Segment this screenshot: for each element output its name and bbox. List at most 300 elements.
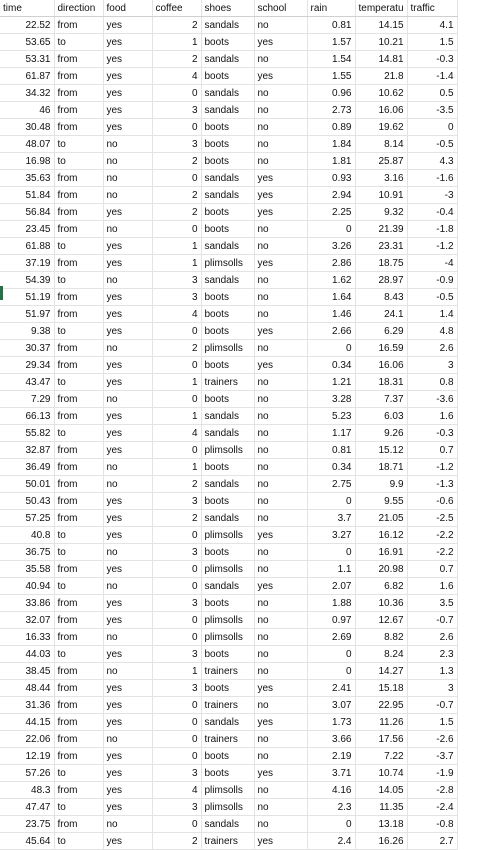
cell-direction[interactable]: from (54, 391, 103, 408)
cell-rain[interactable]: 0 (307, 816, 355, 833)
cell-shoes[interactable]: sandals (201, 408, 254, 425)
cell-time[interactable]: 43.47 (0, 374, 54, 391)
cell-time[interactable]: 7.29 (0, 391, 54, 408)
cell-food[interactable]: yes (103, 765, 152, 782)
cell-direction[interactable]: from (54, 408, 103, 425)
cell-food[interactable]: no (103, 476, 152, 493)
cell-temperature[interactable]: 10.62 (355, 85, 407, 102)
cell-time[interactable]: 50.01 (0, 476, 54, 493)
cell-shoes[interactable]: boots (201, 136, 254, 153)
cell-food[interactable]: yes (103, 527, 152, 544)
cell-temperature[interactable]: 10.74 (355, 765, 407, 782)
cell-temperature[interactable]: 15.12 (355, 442, 407, 459)
cell-rain[interactable]: 2.86 (307, 255, 355, 272)
cell-traffic[interactable]: -3.5 (407, 102, 457, 119)
cell-food[interactable]: yes (103, 680, 152, 697)
cell-coffee[interactable]: 2 (152, 51, 201, 68)
cell-temperature[interactable]: 22.95 (355, 697, 407, 714)
cell-time[interactable]: 16.33 (0, 629, 54, 646)
cell-temperature[interactable]: 8.43 (355, 289, 407, 306)
cell-coffee[interactable]: 0 (152, 612, 201, 629)
cell-rain[interactable]: 1.17 (307, 425, 355, 442)
cell-rain[interactable]: 1.57 (307, 34, 355, 51)
cell-food[interactable]: yes (103, 85, 152, 102)
cell-traffic[interactable]: 2.6 (407, 629, 457, 646)
cell-school[interactable]: yes (254, 34, 307, 51)
cell-coffee[interactable]: 1 (152, 663, 201, 680)
cell-traffic[interactable]: -0.7 (407, 612, 457, 629)
cell-time[interactable]: 53.31 (0, 51, 54, 68)
cell-traffic[interactable]: 1.3 (407, 663, 457, 680)
cell-coffee[interactable]: 1 (152, 238, 201, 255)
cell-temperature[interactable]: 9.9 (355, 476, 407, 493)
cell-direction[interactable]: from (54, 748, 103, 765)
cell-shoes[interactable]: plimsolls (201, 799, 254, 816)
cell-time[interactable]: 61.88 (0, 238, 54, 255)
cell-shoes[interactable]: sandals (201, 187, 254, 204)
cell-coffee[interactable]: 0 (152, 442, 201, 459)
cell-food[interactable]: no (103, 153, 152, 170)
cell-coffee[interactable]: 1 (152, 459, 201, 476)
cell-traffic[interactable]: -1.3 (407, 476, 457, 493)
cell-school[interactable]: no (254, 272, 307, 289)
cell-traffic[interactable]: -2.2 (407, 527, 457, 544)
cell-shoes[interactable]: trainers (201, 663, 254, 680)
cell-rain[interactable]: 1.81 (307, 153, 355, 170)
cell-rain[interactable]: 0.89 (307, 119, 355, 136)
cell-school[interactable]: no (254, 408, 307, 425)
cell-coffee[interactable]: 0 (152, 85, 201, 102)
cell-school[interactable]: yes (254, 680, 307, 697)
cell-shoes[interactable]: boots (201, 306, 254, 323)
cell-school[interactable]: no (254, 816, 307, 833)
cell-shoes[interactable]: boots (201, 748, 254, 765)
cell-traffic[interactable]: -1.2 (407, 459, 457, 476)
cell-time[interactable]: 66.13 (0, 408, 54, 425)
cell-food[interactable]: yes (103, 748, 152, 765)
cell-coffee[interactable]: 0 (152, 748, 201, 765)
cell-food[interactable]: no (103, 391, 152, 408)
cell-coffee[interactable]: 4 (152, 306, 201, 323)
cell-shoes[interactable]: boots (201, 34, 254, 51)
cell-rain[interactable]: 4.16 (307, 782, 355, 799)
cell-time[interactable]: 31.36 (0, 697, 54, 714)
cell-food[interactable]: yes (103, 289, 152, 306)
cell-direction[interactable]: to (54, 374, 103, 391)
cell-school[interactable]: no (254, 612, 307, 629)
cell-traffic[interactable]: -1.8 (407, 221, 457, 238)
cell-coffee[interactable]: 3 (152, 680, 201, 697)
cell-school[interactable]: yes (254, 170, 307, 187)
cell-time[interactable]: 48.3 (0, 782, 54, 799)
cell-food[interactable]: no (103, 663, 152, 680)
cell-shoes[interactable]: plimsolls (201, 527, 254, 544)
cell-food[interactable]: yes (103, 595, 152, 612)
cell-coffee[interactable]: 1 (152, 255, 201, 272)
cell-temperature[interactable]: 14.27 (355, 663, 407, 680)
cell-school[interactable]: no (254, 238, 307, 255)
cell-time[interactable]: 51.97 (0, 306, 54, 323)
cell-shoes[interactable]: sandals (201, 510, 254, 527)
cell-rain[interactable]: 3.28 (307, 391, 355, 408)
cell-traffic[interactable]: 0.7 (407, 561, 457, 578)
cell-coffee[interactable]: 3 (152, 765, 201, 782)
cell-shoes[interactable]: trainers (201, 374, 254, 391)
cell-temperature[interactable]: 16.06 (355, 357, 407, 374)
cell-temperature[interactable]: 21.05 (355, 510, 407, 527)
cell-food[interactable]: yes (103, 442, 152, 459)
cell-shoes[interactable]: plimsolls (201, 561, 254, 578)
cell-coffee[interactable]: 3 (152, 799, 201, 816)
cell-coffee[interactable]: 3 (152, 102, 201, 119)
cell-shoes[interactable]: trainers (201, 731, 254, 748)
cell-rain[interactable]: 3.7 (307, 510, 355, 527)
cell-direction[interactable]: to (54, 833, 103, 850)
cell-food[interactable]: yes (103, 51, 152, 68)
cell-shoes[interactable]: boots (201, 680, 254, 697)
cell-direction[interactable]: from (54, 680, 103, 697)
cell-school[interactable]: no (254, 102, 307, 119)
cell-direction[interactable]: from (54, 221, 103, 238)
cell-food[interactable]: no (103, 544, 152, 561)
cell-rain[interactable]: 2.41 (307, 680, 355, 697)
cell-food[interactable]: yes (103, 646, 152, 663)
cell-direction[interactable]: from (54, 510, 103, 527)
cell-time[interactable]: 29.34 (0, 357, 54, 374)
cell-time[interactable]: 51.19 (0, 289, 54, 306)
cell-time[interactable]: 37.19 (0, 255, 54, 272)
cell-temperature[interactable]: 6.03 (355, 408, 407, 425)
cell-coffee[interactable]: 1 (152, 34, 201, 51)
cell-traffic[interactable]: -0.9 (407, 272, 457, 289)
cell-school[interactable]: no (254, 476, 307, 493)
cell-coffee[interactable]: 2 (152, 153, 201, 170)
cell-shoes[interactable]: plimsolls (201, 782, 254, 799)
cell-food[interactable]: no (103, 272, 152, 289)
cell-food[interactable]: yes (103, 357, 152, 374)
cell-time[interactable]: 56.84 (0, 204, 54, 221)
cell-traffic[interactable]: 3 (407, 680, 457, 697)
cell-time[interactable]: 12.19 (0, 748, 54, 765)
cell-food[interactable]: yes (103, 204, 152, 221)
cell-traffic[interactable]: -4 (407, 255, 457, 272)
cell-time[interactable]: 23.45 (0, 221, 54, 238)
cell-rain[interactable]: 2.07 (307, 578, 355, 595)
cell-traffic[interactable]: 4.8 (407, 323, 457, 340)
cell-school[interactable]: yes (254, 714, 307, 731)
cell-direction[interactable]: from (54, 289, 103, 306)
cell-shoes[interactable]: boots (201, 221, 254, 238)
cell-shoes[interactable]: plimsolls (201, 442, 254, 459)
cell-school[interactable]: no (254, 731, 307, 748)
cell-shoes[interactable]: sandals (201, 102, 254, 119)
cell-food[interactable]: no (103, 170, 152, 187)
cell-time[interactable]: 36.49 (0, 459, 54, 476)
cell-direction[interactable]: from (54, 663, 103, 680)
cell-food[interactable]: no (103, 221, 152, 238)
cell-school[interactable]: yes (254, 357, 307, 374)
cell-food[interactable]: no (103, 816, 152, 833)
cell-time[interactable]: 44.15 (0, 714, 54, 731)
cell-direction[interactable]: to (54, 765, 103, 782)
cell-direction[interactable]: to (54, 527, 103, 544)
cell-coffee[interactable]: 2 (152, 204, 201, 221)
cell-rain[interactable]: 0 (307, 544, 355, 561)
cell-shoes[interactable]: sandals (201, 714, 254, 731)
cell-traffic[interactable]: 4.3 (407, 153, 457, 170)
cell-shoes[interactable]: boots (201, 119, 254, 136)
cell-temperature[interactable]: 12.67 (355, 612, 407, 629)
cell-rain[interactable]: 0.81 (307, 17, 355, 34)
cell-temperature[interactable]: 10.36 (355, 595, 407, 612)
cell-traffic[interactable]: 1.5 (407, 714, 457, 731)
cell-direction[interactable]: from (54, 357, 103, 374)
cell-rain[interactable]: 0.97 (307, 612, 355, 629)
cell-rain[interactable]: 0 (307, 221, 355, 238)
cell-time[interactable]: 48.44 (0, 680, 54, 697)
cell-direction[interactable]: to (54, 238, 103, 255)
cell-rain[interactable]: 1.55 (307, 68, 355, 85)
cell-school[interactable]: no (254, 748, 307, 765)
cell-school[interactable]: no (254, 493, 307, 510)
cell-coffee[interactable]: 0 (152, 578, 201, 595)
cell-direction[interactable]: to (54, 323, 103, 340)
cell-temperature[interactable]: 8.24 (355, 646, 407, 663)
cell-temperature[interactable]: 10.21 (355, 34, 407, 51)
cell-shoes[interactable]: boots (201, 289, 254, 306)
cell-temperature[interactable]: 7.37 (355, 391, 407, 408)
cell-shoes[interactable]: boots (201, 765, 254, 782)
cell-food[interactable]: yes (103, 714, 152, 731)
cell-school[interactable]: no (254, 340, 307, 357)
cell-direction[interactable]: to (54, 578, 103, 595)
cell-school[interactable]: no (254, 221, 307, 238)
cell-direction[interactable]: from (54, 595, 103, 612)
cell-temperature[interactable]: 15.18 (355, 680, 407, 697)
cell-temperature[interactable]: 6.82 (355, 578, 407, 595)
cell-traffic[interactable]: -0.8 (407, 816, 457, 833)
cell-shoes[interactable]: sandals (201, 272, 254, 289)
cell-rain[interactable]: 5.23 (307, 408, 355, 425)
cell-shoes[interactable]: boots (201, 646, 254, 663)
cell-direction[interactable]: from (54, 731, 103, 748)
cell-coffee[interactable]: 0 (152, 391, 201, 408)
cell-coffee[interactable]: 1 (152, 408, 201, 425)
cell-traffic[interactable]: -2.8 (407, 782, 457, 799)
cell-coffee[interactable]: 4 (152, 68, 201, 85)
cell-temperature[interactable]: 11.26 (355, 714, 407, 731)
cell-rain[interactable]: 0 (307, 646, 355, 663)
cell-time[interactable]: 22.52 (0, 17, 54, 34)
cell-traffic[interactable]: -3.6 (407, 391, 457, 408)
cell-time[interactable]: 22.06 (0, 731, 54, 748)
cell-rain[interactable]: 2.4 (307, 833, 355, 850)
cell-time[interactable]: 55.82 (0, 425, 54, 442)
cell-rain[interactable]: 1.64 (307, 289, 355, 306)
cell-temperature[interactable]: 8.14 (355, 136, 407, 153)
column-header-coffee[interactable]: coffee (152, 0, 201, 17)
cell-rain[interactable]: 1.21 (307, 374, 355, 391)
cell-traffic[interactable]: 0.8 (407, 374, 457, 391)
cell-direction[interactable]: from (54, 255, 103, 272)
cell-traffic[interactable]: -0.4 (407, 204, 457, 221)
cell-direction[interactable]: from (54, 187, 103, 204)
cell-temperature[interactable]: 3.16 (355, 170, 407, 187)
cell-school[interactable]: no (254, 17, 307, 34)
cell-coffee[interactable]: 0 (152, 357, 201, 374)
cell-rain[interactable]: 3.07 (307, 697, 355, 714)
cell-time[interactable]: 30.37 (0, 340, 54, 357)
cell-school[interactable]: no (254, 782, 307, 799)
cell-direction[interactable]: from (54, 119, 103, 136)
cell-coffee[interactable]: 0 (152, 697, 201, 714)
cell-school[interactable]: no (254, 85, 307, 102)
cell-temperature[interactable]: 16.59 (355, 340, 407, 357)
cell-school[interactable]: no (254, 425, 307, 442)
cell-shoes[interactable]: sandals (201, 85, 254, 102)
cell-temperature[interactable]: 6.29 (355, 323, 407, 340)
cell-traffic[interactable]: 2.6 (407, 340, 457, 357)
cell-temperature[interactable]: 21.39 (355, 221, 407, 238)
cell-direction[interactable]: to (54, 799, 103, 816)
cell-food[interactable]: no (103, 731, 152, 748)
cell-coffee[interactable]: 2 (152, 510, 201, 527)
cell-food[interactable]: no (103, 459, 152, 476)
cell-shoes[interactable]: boots (201, 595, 254, 612)
cell-rain[interactable]: 3.27 (307, 527, 355, 544)
cell-coffee[interactable]: 0 (152, 527, 201, 544)
cell-time[interactable]: 47.47 (0, 799, 54, 816)
cell-traffic[interactable]: 1.4 (407, 306, 457, 323)
cell-time[interactable]: 32.07 (0, 612, 54, 629)
cell-temperature[interactable]: 18.71 (355, 459, 407, 476)
cell-food[interactable]: yes (103, 612, 152, 629)
cell-direction[interactable]: to (54, 34, 103, 51)
cell-time[interactable]: 40.94 (0, 578, 54, 595)
cell-coffee[interactable]: 4 (152, 425, 201, 442)
cell-food[interactable]: yes (103, 102, 152, 119)
cell-direction[interactable]: from (54, 629, 103, 646)
cell-temperature[interactable]: 18.31 (355, 374, 407, 391)
cell-direction[interactable]: from (54, 17, 103, 34)
cell-school[interactable]: no (254, 119, 307, 136)
cell-coffee[interactable]: 0 (152, 170, 201, 187)
cell-coffee[interactable]: 3 (152, 272, 201, 289)
cell-direction[interactable]: from (54, 782, 103, 799)
cell-traffic[interactable]: -2.2 (407, 544, 457, 561)
cell-rain[interactable]: 2.69 (307, 629, 355, 646)
cell-coffee[interactable]: 3 (152, 136, 201, 153)
column-header-temperature[interactable]: temperatu (355, 0, 407, 17)
cell-shoes[interactable]: trainers (201, 697, 254, 714)
column-header-time[interactable]: time (0, 0, 54, 17)
cell-direction[interactable]: from (54, 340, 103, 357)
cell-temperature[interactable]: 13.18 (355, 816, 407, 833)
cell-school[interactable]: no (254, 629, 307, 646)
cell-time[interactable]: 54.39 (0, 272, 54, 289)
cell-direction[interactable]: from (54, 459, 103, 476)
cell-time[interactable]: 34.32 (0, 85, 54, 102)
cell-time[interactable]: 51.84 (0, 187, 54, 204)
cell-shoes[interactable]: boots (201, 391, 254, 408)
cell-food[interactable]: yes (103, 34, 152, 51)
cell-school[interactable]: no (254, 306, 307, 323)
cell-shoes[interactable]: boots (201, 323, 254, 340)
cell-temperature[interactable]: 18.75 (355, 255, 407, 272)
cell-time[interactable]: 44.03 (0, 646, 54, 663)
cell-time[interactable]: 57.26 (0, 765, 54, 782)
cell-school[interactable]: no (254, 442, 307, 459)
cell-traffic[interactable]: -3.7 (407, 748, 457, 765)
cell-temperature[interactable]: 19.62 (355, 119, 407, 136)
cell-traffic[interactable]: -2.4 (407, 799, 457, 816)
cell-temperature[interactable]: 21.8 (355, 68, 407, 85)
cell-shoes[interactable]: sandals (201, 170, 254, 187)
cell-food[interactable]: yes (103, 833, 152, 850)
cell-temperature[interactable]: 14.15 (355, 17, 407, 34)
cell-food[interactable]: yes (103, 323, 152, 340)
column-header-shoes[interactable]: shoes (201, 0, 254, 17)
cell-rain[interactable]: 2.75 (307, 476, 355, 493)
cell-shoes[interactable]: sandals (201, 816, 254, 833)
cell-rain[interactable]: 2.73 (307, 102, 355, 119)
cell-coffee[interactable]: 0 (152, 119, 201, 136)
cell-traffic[interactable]: -1.9 (407, 765, 457, 782)
cell-school[interactable]: yes (254, 578, 307, 595)
cell-school[interactable]: no (254, 136, 307, 153)
cell-school[interactable]: no (254, 561, 307, 578)
cell-rain[interactable]: 3.26 (307, 238, 355, 255)
cell-school[interactable]: yes (254, 187, 307, 204)
cell-school[interactable]: no (254, 799, 307, 816)
cell-traffic[interactable]: -0.5 (407, 136, 457, 153)
cell-direction[interactable]: to (54, 153, 103, 170)
cell-school[interactable]: no (254, 544, 307, 561)
cell-traffic[interactable]: -0.3 (407, 425, 457, 442)
cell-time[interactable]: 35.58 (0, 561, 54, 578)
cell-direction[interactable]: from (54, 476, 103, 493)
cell-direction[interactable]: from (54, 714, 103, 731)
cell-rain[interactable]: 1.46 (307, 306, 355, 323)
cell-time[interactable]: 40.8 (0, 527, 54, 544)
cell-temperature[interactable]: 14.81 (355, 51, 407, 68)
cell-temperature[interactable]: 9.32 (355, 204, 407, 221)
cell-coffee[interactable]: 3 (152, 646, 201, 663)
cell-coffee[interactable]: 0 (152, 221, 201, 238)
cell-rain[interactable]: 0 (307, 493, 355, 510)
cell-temperature[interactable]: 9.55 (355, 493, 407, 510)
cell-rain[interactable]: 3.71 (307, 765, 355, 782)
cell-traffic[interactable]: 1.6 (407, 578, 457, 595)
cell-food[interactable]: yes (103, 119, 152, 136)
cell-shoes[interactable]: sandals (201, 51, 254, 68)
cell-coffee[interactable]: 2 (152, 17, 201, 34)
cell-food[interactable]: yes (103, 510, 152, 527)
cell-school[interactable]: no (254, 153, 307, 170)
cell-time[interactable]: 23.75 (0, 816, 54, 833)
cell-shoes[interactable]: sandals (201, 425, 254, 442)
cell-temperature[interactable]: 8.82 (355, 629, 407, 646)
cell-temperature[interactable]: 16.26 (355, 833, 407, 850)
cell-food[interactable]: yes (103, 425, 152, 442)
cell-coffee[interactable]: 3 (152, 544, 201, 561)
cell-traffic[interactable]: 2.3 (407, 646, 457, 663)
cell-food[interactable]: no (103, 187, 152, 204)
cell-temperature[interactable]: 7.22 (355, 748, 407, 765)
cell-food[interactable]: yes (103, 255, 152, 272)
cell-food[interactable]: yes (103, 697, 152, 714)
cell-rain[interactable]: 1.54 (307, 51, 355, 68)
